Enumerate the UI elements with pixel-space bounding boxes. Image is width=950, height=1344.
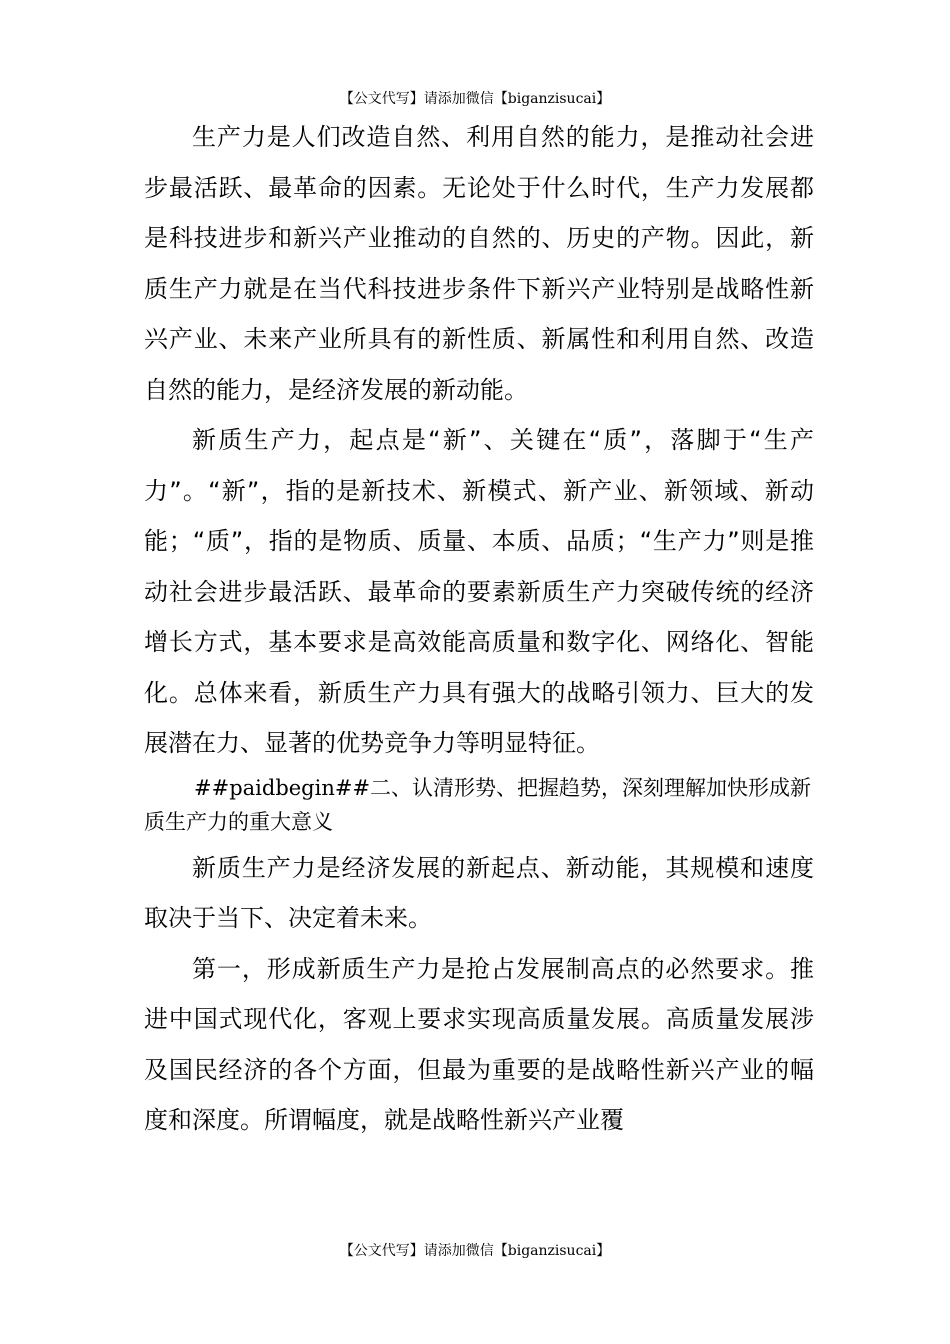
paragraph-first-point: 第一，形成新质生产力是抢占发展制高点的必然要求。推进中国式现代化，客观上要求实现高质量发展。高质量发展涉及国民经济的各个方面，但最为重要的是战略性新兴产业的幅度和深度。所谓幅度，就是战略性新兴产业覆 bbox=[144, 954, 814, 1134]
paragraph-productivity-definition: 生产力是人们改造自然、利用自然的能力，是推动社会进步最活跃、最革命的因素。无论处于什么时代，生产力发展都是科技进步和新兴产业推动的自然的、历史的产物。因此，新质生产力就是在当代科技进步条件下新兴产业特别是战略性新兴产业、未来产业所具有的新性质、新属性和利用自然、改造自然的能力，是经济发展的新动能。 bbox=[144, 123, 814, 404]
paragraph-new-quality-meaning: 新质生产力，起点是“新”、关键在“质”，落脚于“生产力”。“新”，指的是新技术、新模式、新产业、新领域、新动能；“质”，指的是物质、质量、本质、品质；“生产力”则是推动社会进步最活跃、最革命的要素新质生产力突破传统的经济增长方式，基本要求是高效能高质量和数字化、网络化、智能化。总体来看，新质生产力具有强大的战略引领力、巨大的发展潜在力、显著的优势竞争力等明显特征。 bbox=[144, 426, 814, 757]
paragraph-new-starting-point: 新质生产力是经济发展的新起点、新动能，其规模和速度取决于当下、决定着未来。 bbox=[144, 853, 814, 932]
page-footer: 【公文代写】请添加微信【biganzisucai】 bbox=[339, 1243, 611, 1259]
page-header: 【公文代写】请添加微信【biganzisucai】 bbox=[339, 91, 611, 107]
document-body bbox=[144, 112, 814, 1146]
section-heading: ##paidbegin##二、认清形势、把握趋势，深刻理解加快形成新质生产力的重大意义 bbox=[144, 775, 812, 834]
